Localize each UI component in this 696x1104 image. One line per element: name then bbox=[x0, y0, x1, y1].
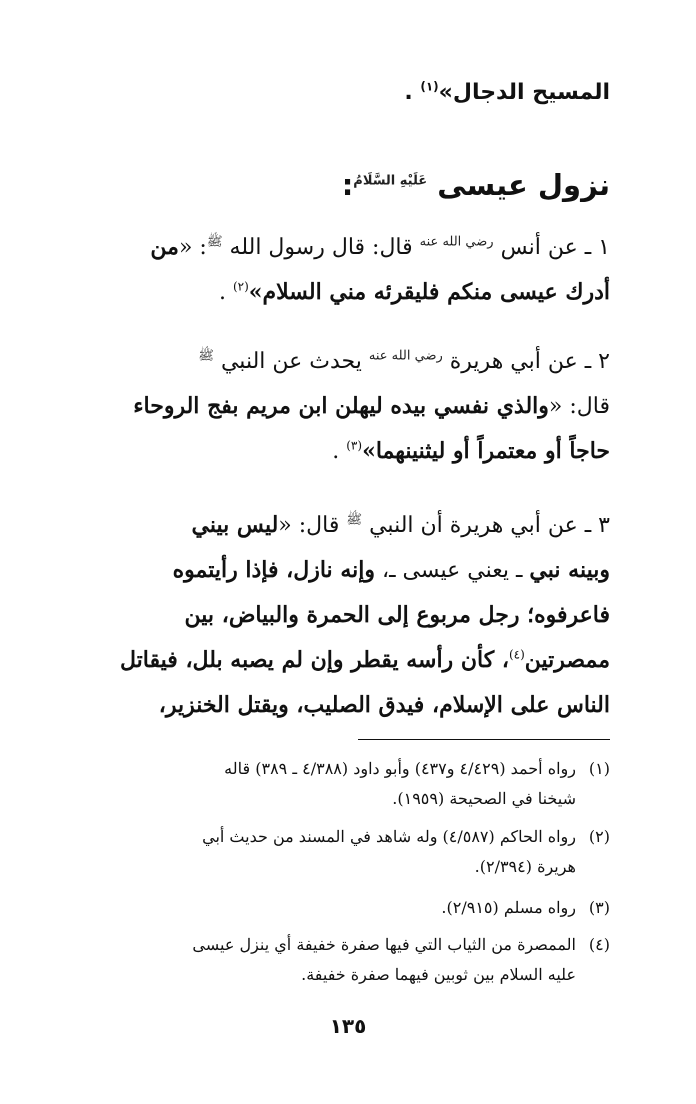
hadith3-intro: ٣ ـ عن أبي هريرة أن النبي bbox=[369, 513, 610, 538]
hadith1-text: أدرك عيسى منكم فليقرئه مني السلام» bbox=[248, 279, 610, 305]
footnote-2 bbox=[85, 822, 610, 882]
continuation-end: . bbox=[404, 80, 413, 105]
page-number: ١٣٥ bbox=[329, 1014, 367, 1038]
footnote-ref-1: (١) bbox=[420, 80, 439, 94]
hadith1-end: . bbox=[218, 280, 226, 305]
footnote-ref-2: (٢) bbox=[232, 279, 249, 294]
footnote-line: رواه الحاكم (٤/٥٨٧) وله شاهد في المسند من حديث أبي bbox=[202, 827, 576, 846]
hadith3-aside: ـ يعني عيسى ـ، bbox=[382, 558, 523, 583]
hadith2-intro: ٢ ـ عن أبي هريرة bbox=[449, 349, 610, 374]
hadith3-text-start: ليس بيني bbox=[191, 512, 279, 538]
footnote-ref-3: (٣) bbox=[346, 438, 363, 453]
hadith3-said: قال: « bbox=[278, 513, 340, 538]
hadith1-intro-2: قال: قال رسول الله bbox=[229, 235, 413, 260]
continuation-line bbox=[85, 80, 610, 105]
hadith2-end: . bbox=[332, 439, 340, 464]
hadith3-text-c: فاعرفوه؛ رجل مربوع إلى الحمرة والبياض، بين bbox=[184, 602, 610, 628]
footnote-number: (٤) bbox=[588, 935, 610, 954]
footnote-line: رواه مسلم (٢/٩١٥). bbox=[441, 898, 576, 917]
hadith2-intro-2: يحدث عن النبي bbox=[220, 349, 362, 374]
footnote-number: (٣) bbox=[588, 898, 610, 917]
footnote-line: شيخنا في الصحيحة (١٩٥٩). bbox=[392, 789, 576, 808]
hadith-paragraph-1 bbox=[85, 225, 610, 315]
section-heading bbox=[85, 168, 610, 202]
heading-text: نزول عيسى bbox=[437, 168, 610, 202]
hadith3-text-d: ممصرتين bbox=[524, 647, 610, 673]
footnote-separator bbox=[358, 739, 610, 740]
hadith3-text-f: الناس على الإسلام، فيدق الصليب، ويقتل الخنزير، bbox=[158, 692, 610, 718]
honorific-glyph: رضي الله عنه bbox=[419, 234, 494, 250]
hadith1-quote-open: : « bbox=[178, 235, 207, 260]
continuation-text: المسيح الدجال» bbox=[438, 80, 610, 105]
hadith-paragraph-2 bbox=[85, 340, 610, 474]
footnote-number: (٢) bbox=[588, 827, 610, 846]
footnote-line: عليه السلام بين ثوبين فيهما صفرة خفيفة. bbox=[301, 965, 576, 984]
honorific-glyph: ﷺ bbox=[206, 234, 223, 250]
footnote-4 bbox=[85, 930, 610, 990]
hadith2-said: قال: « bbox=[548, 394, 610, 419]
honorific-glyph: ﷺ bbox=[198, 348, 214, 364]
heading-colon: : bbox=[341, 168, 354, 202]
hadith3-text-e: ، كأن رأسه يقطر وإن لم يصبه بلل، فيقاتل bbox=[120, 647, 509, 673]
hadith-paragraph-3 bbox=[85, 503, 610, 728]
footnote-ref-4: (٤) bbox=[508, 647, 525, 662]
footnote-line: رواه أحمد (٤/٤٢٩ و٤٣٧) وأبو داود (٤/٣٨٨ ـ ٣٨٩) قاله bbox=[224, 759, 576, 778]
footnote-1 bbox=[85, 754, 610, 814]
hadith1-intro: ١ ـ عن أنس bbox=[500, 235, 610, 260]
hadith2-text-end: حاجاً أو معتمراً أو ليثنينهما» bbox=[362, 438, 610, 464]
footnote-number: (١) bbox=[588, 759, 610, 778]
honorific-glyph: عَلَيْهِ السَّلَامُ bbox=[353, 173, 428, 189]
footnote-line: الممصرة من الثياب التي فيها صفرة خفيفة أي ينزل عيسى bbox=[192, 935, 576, 954]
footnote-line: هريرة (٢/٣٩٤). bbox=[474, 857, 576, 876]
honorific-glyph: رضي الله عنه bbox=[368, 348, 443, 364]
honorific-glyph: ﷺ bbox=[346, 512, 363, 528]
hadith2-text: والذي نفسي بيده ليهلن ابن مريم بفج الروحاء bbox=[133, 393, 549, 419]
hadith3-text-b: وإنه نازل، فإذا رأيتموه bbox=[172, 557, 375, 583]
hadith3-text-a: وبينه نبي bbox=[529, 557, 610, 583]
hadith1-text-start: من bbox=[150, 234, 179, 260]
footnote-3 bbox=[85, 893, 610, 923]
